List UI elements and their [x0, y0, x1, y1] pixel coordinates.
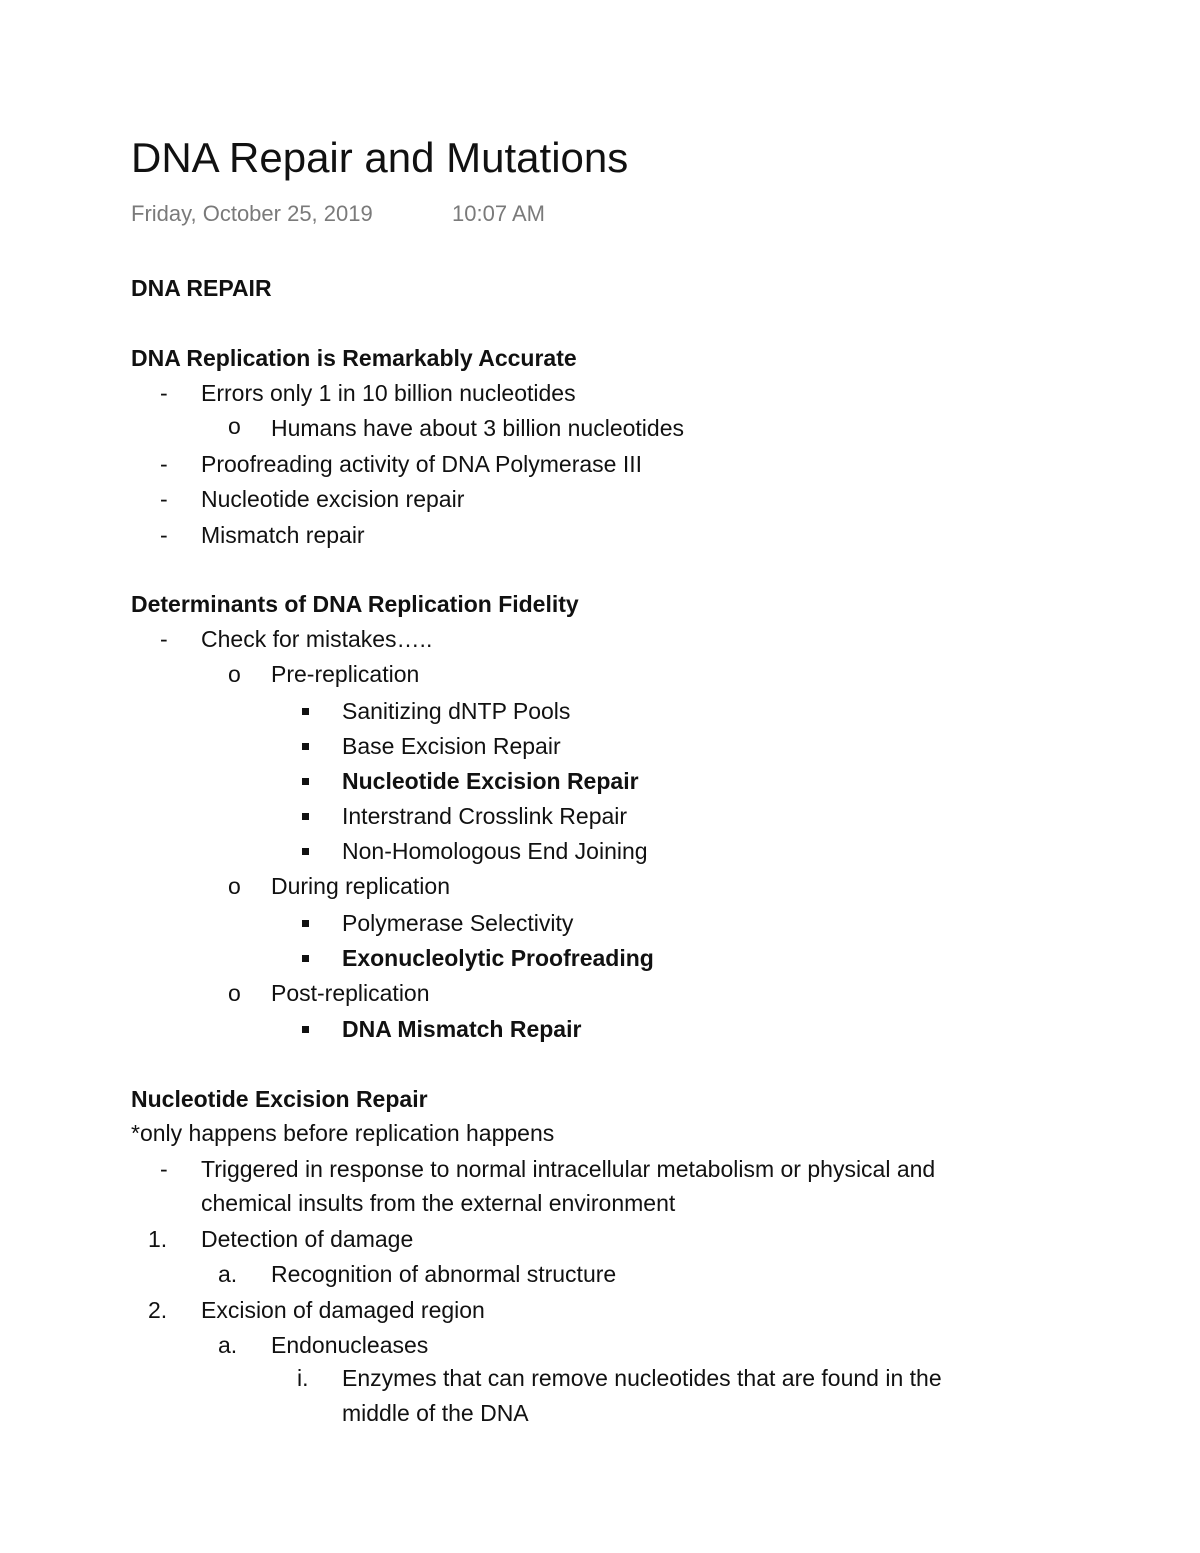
letter-marker: a. — [218, 1332, 238, 1358]
list-item: Mismatch repair — [201, 522, 365, 548]
square-bullet-icon — [302, 708, 309, 715]
page-title: DNA Repair and Mutations — [131, 134, 629, 181]
list-item: Triggered in response to normal intracellular metabolism or physical and — [201, 1156, 936, 1182]
circle-marker: o — [228, 873, 241, 899]
list-item: Sanitizing dNTP Pools — [342, 698, 571, 724]
section-heading: DNA REPAIR — [131, 275, 272, 301]
note-text: *only happens before replication happens — [131, 1120, 555, 1146]
list-item: Nucleotide excision repair — [201, 486, 465, 512]
roman-marker: i. — [297, 1365, 309, 1391]
number-marker: 1. — [148, 1226, 168, 1252]
dash-marker: - — [160, 380, 168, 406]
circle-marker: o — [228, 413, 241, 439]
list-item: Errors only 1 in 10 billion nucleotides — [201, 380, 576, 406]
list-item: Enzymes that can remove nucleotides that are found in the — [342, 1365, 942, 1391]
letter-marker: a. — [218, 1261, 238, 1287]
list-item: Endonucleases — [271, 1332, 429, 1358]
list-item-continued: chemical insults from the external environment — [201, 1190, 676, 1216]
number-marker: 2. — [148, 1297, 168, 1323]
list-item: Excision of damaged region — [201, 1297, 485, 1323]
list-item: Base Excision Repair — [342, 733, 561, 759]
list-item: Proofreading activity of DNA Polymerase III — [201, 451, 643, 477]
dash-marker: - — [160, 626, 168, 652]
dash-marker: - — [160, 451, 168, 477]
subheading-ner: Nucleotide Excision Repair — [131, 1086, 428, 1112]
list-item: Pre-replication — [271, 661, 420, 687]
list-item: Exonucleolytic Proofreading — [342, 945, 654, 971]
dash-marker: - — [160, 1156, 168, 1182]
circle-marker: o — [228, 980, 241, 1006]
square-bullet-icon — [302, 920, 309, 927]
list-item: DNA Mismatch Repair — [342, 1016, 582, 1042]
dash-marker: - — [160, 522, 168, 548]
list-item: Recognition of abnormal structure — [271, 1261, 617, 1287]
list-item: Polymerase Selectivity — [342, 910, 574, 936]
list-item: Detection of damage — [201, 1226, 414, 1252]
list-item: Interstrand Crosslink Repair — [342, 803, 628, 829]
square-bullet-icon — [302, 743, 309, 750]
square-bullet-icon — [302, 955, 309, 962]
list-item-continued: middle of the DNA — [342, 1400, 529, 1426]
subheading-accuracy: DNA Replication is Remarkably Accurate — [131, 345, 577, 371]
square-bullet-icon — [302, 848, 309, 855]
list-item: Nucleotide Excision Repair — [342, 768, 639, 794]
square-bullet-icon — [302, 778, 309, 785]
square-bullet-icon — [302, 813, 309, 820]
circle-marker: o — [228, 661, 241, 687]
list-item: During replication — [271, 873, 450, 899]
list-item: Humans have about 3 billion nucleotides — [271, 415, 684, 441]
note-date: Friday, October 25, 2019 — [131, 201, 373, 226]
dash-marker: - — [160, 486, 168, 512]
note-time: 10:07 AM — [452, 201, 545, 226]
square-bullet-icon — [302, 1026, 309, 1033]
list-item: Post-replication — [271, 980, 430, 1006]
subheading-fidelity: Determinants of DNA Replication Fidelity — [131, 591, 579, 617]
list-item: Check for mistakes….. — [201, 626, 433, 652]
list-item: Non-Homologous End Joining — [342, 838, 648, 864]
